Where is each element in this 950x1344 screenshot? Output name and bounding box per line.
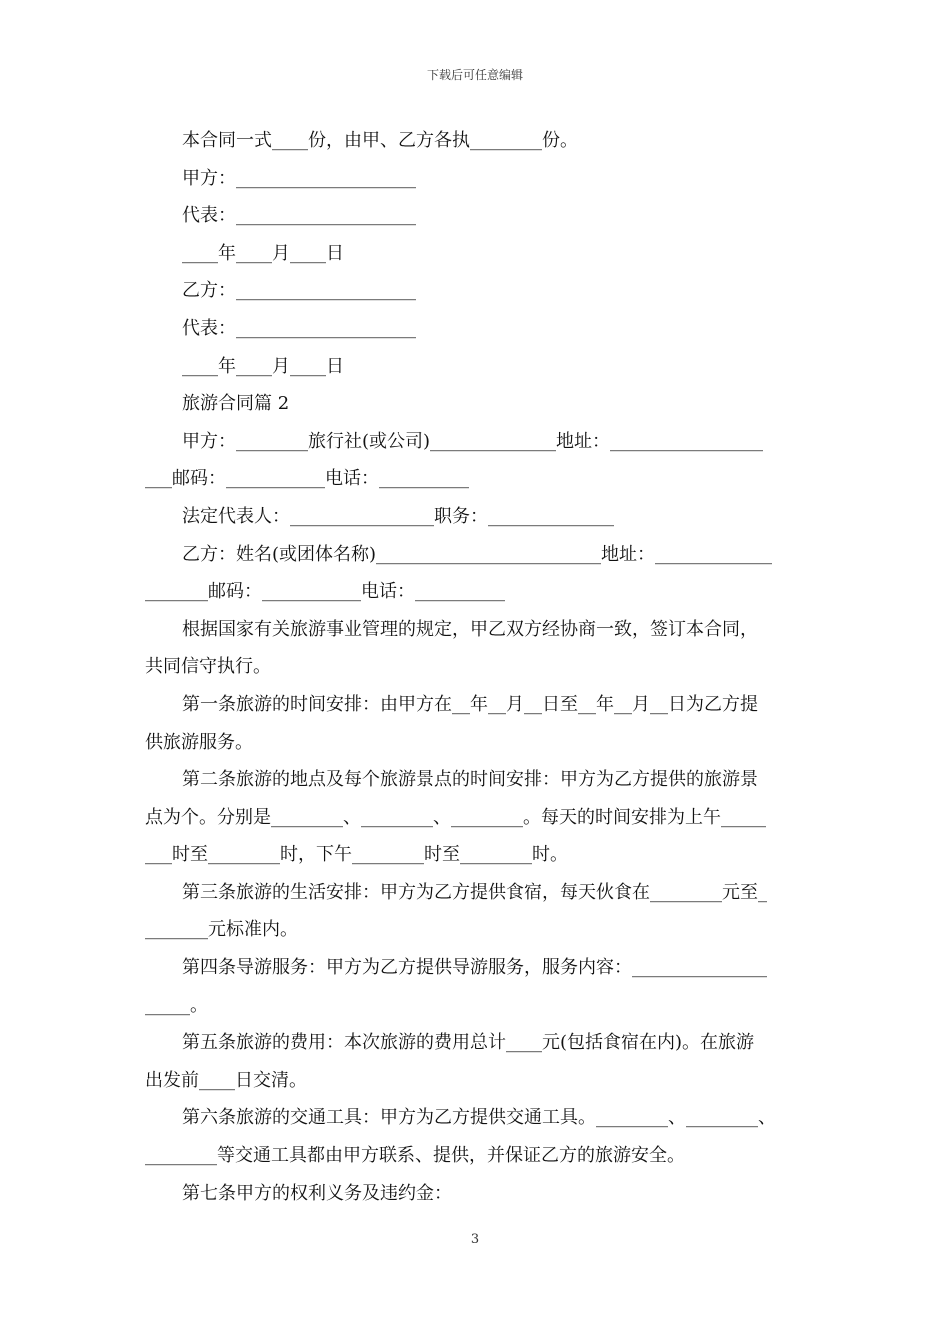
article-3-line-1: 第三条旅游的生活安排：甲方为乙方提供食宿，每天伙食在________元至_ <box>182 881 767 903</box>
article-4-line-1: 第四条导游服务：甲方为乙方提供导游服务，服务内容：_______________ <box>182 957 767 979</box>
party-b-info-line-2: _______邮码：___________电话：__________ <box>145 581 505 603</box>
section-heading: 旅游合同篇 2 <box>182 393 290 415</box>
party-a-representative: 代表：____________________ <box>182 205 416 227</box>
party-a-signature: 甲方：____________________ <box>182 167 416 189</box>
article-2-line-3: ___时至________时，下午________时至________时。 <box>145 844 568 866</box>
party-b-info-line-1: 乙方：姓名(或团体名称)_________________________地址：_____________ <box>182 543 773 565</box>
document-body <box>145 122 810 1212</box>
article-1-line-2: 供旅游服务。 <box>145 731 253 753</box>
article-6-line-1: 第六条旅游的交通工具：甲方为乙方提供交通工具。________、________、 <box>182 1107 776 1129</box>
page-header: 下载后可任意编辑 <box>426 68 523 82</box>
preamble-line-2: 共同信守执行。 <box>145 656 271 678</box>
article-4-line-2: _____。 <box>145 994 208 1016</box>
party-b-representative: 代表：____________________ <box>182 317 416 339</box>
article-2-line-2: 点为个。分别是________、________、________。每天的时间安排为上午_____ <box>145 806 766 828</box>
article-3-line-2: _______元标准内。 <box>145 919 298 941</box>
article-7-heading: 第七条甲方的权利义务及违约金： <box>182 1182 452 1204</box>
copies-clause: 本合同一式____份，由甲、乙方各执________份。 <box>182 130 578 151</box>
page-number: 3 <box>470 1232 480 1247</box>
article-2-line-1: 第二条旅游的地点及每个旅游景点的时间安排：甲方为乙方提供的旅游景 <box>182 769 758 791</box>
party-b-date: ____年____月____日 <box>182 355 344 377</box>
party-b-signature: 乙方：____________________ <box>182 280 416 302</box>
party-a-info-line-2: ___邮码：___________电话：__________ <box>145 468 469 490</box>
preamble-line-1: 根据国家有关旅游事业管理的规定，甲乙双方经协商一致，签订本合同， <box>182 618 758 640</box>
legal-representative: 法定代表人：________________职务：______________ <box>182 505 614 527</box>
article-5-line-1: 第五条旅游的费用：本次旅游的费用总计____元(包括食宿在内)。在旅游 <box>182 1032 755 1054</box>
article-5-line-2: 出发前____日交清。 <box>145 1069 307 1091</box>
party-a-date: ____年____月____日 <box>182 242 344 264</box>
party-a-info-line-1: 甲方：________旅行社(或公司)______________地址：_________________ <box>182 430 764 452</box>
article-6-line-2: ________等交通工具都由甲方联系、提供，并保证乙方的旅游安全。 <box>145 1145 685 1167</box>
article-1-line-1: 第一条旅游的时间安排：由甲方在__年__月__日至__年__月__日为乙方提 <box>182 693 758 715</box>
